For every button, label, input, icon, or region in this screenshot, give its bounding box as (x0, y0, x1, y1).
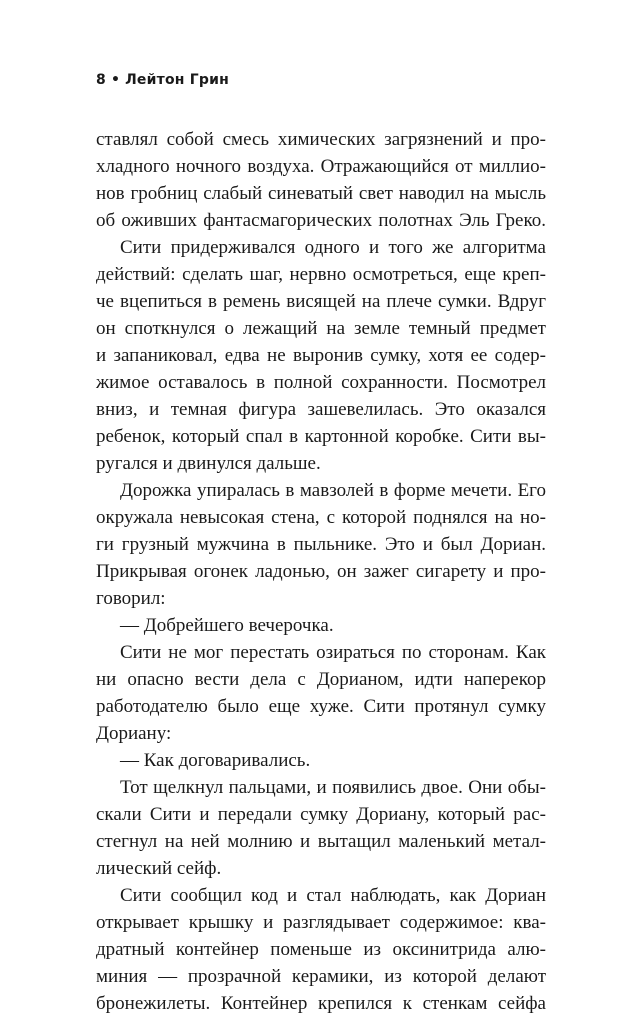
text-line: он споткнулся о лежащий на земле темный предмет (96, 318, 546, 339)
text-line: ги грузный мужчина в пыльнике. Это и был Дориан. (96, 534, 546, 555)
text-line: и запаниковал, едва не выронив сумку, хотя ее содер- (96, 345, 546, 366)
text-line: лический сейф. (96, 858, 222, 879)
text-line: Дориану: (96, 723, 172, 744)
text-line: — Добрейшего вечерочка. (120, 615, 334, 636)
text-line: ребенок, который спал в картонной коробке. Сити вы- (96, 426, 546, 447)
header-separator: • (110, 72, 121, 88)
text-line: об оживших фантасмагорических полотнах Эль Греко. (96, 210, 546, 231)
text-line: действий: сделать шаг, нервно осмотреться, еще креп- (96, 264, 546, 285)
text-line: Прикрывая огонек ладонью, он зажег сигарету и про- (96, 561, 546, 582)
text-line: скали Сити и передали сумку Дориану, который рас- (96, 804, 546, 825)
text-line: — Как договаривались. (120, 750, 311, 771)
book-author: Лейтон Грин (125, 72, 229, 88)
page-number: 8 (96, 72, 106, 88)
text-line: открывает крышку и разглядывает содержимое: ква- (96, 912, 546, 933)
text-line: работодателю было еще хуже. Сити протянул сумку (96, 696, 546, 717)
text-line: говорил: (96, 588, 166, 609)
text-line: окружала невысокая стена, с которой поднялся на но- (96, 507, 546, 528)
text-line: Сити придерживался одного и того же алгоритма (120, 237, 546, 258)
text-line: Дорожка упиралась в мавзолей в форме мечети. Его (120, 480, 546, 501)
text-line: ни опасно вести дела с Дорианом, идти наперекор (96, 669, 546, 690)
text-line: миния — прозрачной керамики, из которой делают (96, 966, 546, 987)
text-line: нов гробниц слабый синеватый свет наводил на мысль (96, 183, 546, 204)
text-line: че вцепиться в ремень висящей на плече сумки. Вдруг (96, 291, 546, 312)
text-line: стегнул на ней молнию и вытащил маленький метал- (96, 831, 546, 852)
text-line: Сити не мог перестать озираться по сторонам. Как (120, 642, 546, 663)
text-line: Сити сообщил код и стал наблюдать, как Дориан (120, 885, 546, 906)
text-line: ругался и двинулся дальше. (96, 453, 321, 474)
text-line: дратный контейнер поменьше из оксинитрида алю- (96, 939, 546, 960)
text-line: ставлял собой смесь химических загрязнений и про- (96, 129, 546, 150)
running-head (96, 72, 229, 88)
text-line: жимое оставалось в полной сохранности. Посмотрел (96, 372, 546, 393)
text-line: Тот щелкнул пальцами, и появились двое. Они обы- (120, 777, 546, 798)
text-line: вниз, и темная фигура зашевелилась. Это оказался (96, 399, 546, 420)
text-line: хладного ночного воздуха. Отражающийся от миллио- (96, 156, 546, 177)
text-line: бронежилеты. Контейнер крепился к стенкам сейфа (96, 993, 546, 1014)
body-text (96, 126, 546, 1017)
